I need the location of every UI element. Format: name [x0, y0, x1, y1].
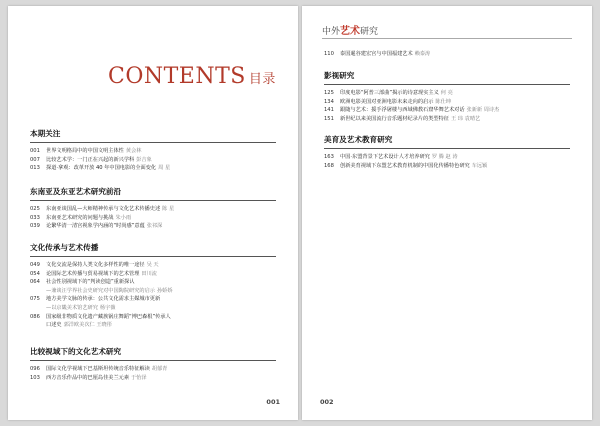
entry-title: 欧洲电影美国对亚洲电影未来走向的启示: [340, 98, 434, 105]
entry-page: 168: [324, 162, 334, 169]
entry-page: 075: [30, 296, 40, 303]
entry-subtitle: —兼谈汪学界社会史研究对中国陶院研究的启示: [46, 287, 155, 294]
toc-entry[interactable]: [324, 115, 570, 124]
entry-page: 039: [30, 223, 40, 230]
entry-title: 探道·拿观：改革开放 40 年中国电影的全面变化: [46, 165, 157, 172]
entry-title: 创新美育视域下东盟艺术教育机制的中国化传播特色研究: [340, 162, 470, 169]
entry-author: 何 亮: [440, 90, 453, 96]
toc-entry[interactable]: [30, 374, 276, 383]
page-number: 001: [266, 398, 280, 406]
contents-title-cn: 目录: [248, 72, 276, 87]
entry-author: 赖泰涛: [414, 51, 431, 57]
entry-author: 吴 天: [146, 262, 159, 268]
entry-title: 新世纪以来美国流行音乐题材纪录片的类型特征: [340, 115, 449, 122]
toc-entry[interactable]: [324, 162, 570, 171]
toc-section: [324, 70, 570, 123]
entry-author: 田川流: [141, 270, 157, 277]
entry-page: 007: [30, 156, 40, 163]
section-title: 本期关注: [30, 128, 276, 143]
journal-logo: [322, 22, 378, 37]
logo-accent: 艺术: [340, 26, 361, 37]
logo-prefix: 中外: [322, 27, 341, 37]
entry-author: 郭洋欧美次仁 王晓彤: [63, 322, 112, 329]
logo-suffix: 研究: [360, 27, 379, 37]
entry-author: 张新新 周诗杰: [466, 107, 500, 114]
toc-section: [30, 346, 276, 382]
entry-author: 胡郁青: [151, 366, 168, 372]
entry-page: 049: [30, 262, 40, 268]
contents-title: [108, 64, 276, 89]
entry-author: 王 玮 袁晴艺: [450, 115, 481, 122]
toc-entry[interactable]: [30, 164, 276, 173]
entry-title: 文化交流是保持人类文化多样性的唯一途径: [46, 262, 145, 268]
entry-page: 134: [324, 98, 334, 105]
section-title: 影视研究: [324, 70, 570, 85]
toc-section: [324, 50, 570, 59]
entry-title: 社会性别视域下的“判读创造”重新探认: [46, 279, 135, 286]
entry-author: 陈仕坤: [435, 98, 451, 105]
toc-entry[interactable]: [30, 295, 276, 304]
entry-page: 013: [30, 165, 40, 172]
entry-subtitle: —以京畿美术馆艺研究: [46, 304, 98, 311]
entry-page: 141: [324, 107, 334, 114]
entry-title: 论繁华清一清宫视象学内涵的“时尚感”意蕴: [46, 223, 145, 230]
toc-entry[interactable]: [30, 205, 276, 214]
entry-page: 096: [30, 366, 40, 372]
entry-author: 罗 腾 赵 涛: [431, 154, 458, 160]
toc-entry[interactable]: [324, 153, 570, 162]
entry-title: 论国际艺术传播与贸易视域下的艺术管理: [46, 270, 140, 277]
entry-title: 国际文化学视域下巴基斯坦传统音乐特征解读: [46, 366, 150, 372]
entry-page: 163: [324, 154, 334, 160]
toc-entry[interactable]: [30, 261, 276, 270]
entry-title: 跟随与艺术：援手浮屠楼与西域佛教石窟华舞艺术对话: [340, 107, 465, 114]
entry-page: 086: [30, 313, 40, 320]
toc-entry[interactable]: [324, 89, 570, 98]
toc-entry[interactable]: [324, 98, 570, 107]
entry-author: 黄会林: [125, 148, 142, 154]
section-title: 比较视域下的文化艺术研究: [30, 346, 276, 361]
entry-title: 国家级非物质文化遗产藏族锅庄舞蹈“博巴森根”传承人: [46, 313, 171, 320]
toc-section: [30, 242, 276, 330]
toc-entry[interactable]: [30, 365, 276, 374]
entry-title: 西方音乐作品中的巴厘岛佳美兰元素: [46, 374, 130, 381]
entry-title: 中国·东盟背景下艺术设计人才培养研究: [340, 154, 430, 160]
entry-page: 103: [30, 374, 40, 381]
entry-subtitle: 口述史: [46, 322, 62, 329]
entry-author: 周 星: [158, 165, 171, 172]
entry-title: 地方美学文脉的传承：公共文化需求主媒城市更新: [46, 296, 161, 303]
toc-entry[interactable]: [324, 106, 570, 115]
entry-author: 彭吉象: [136, 156, 152, 163]
entry-author: 朱小雨: [115, 214, 132, 221]
toc-entry-subtitle[interactable]: [30, 287, 276, 296]
entry-title: 世界文明格局中的中国文明主体性: [46, 148, 124, 154]
entry-page: 033: [30, 214, 40, 221]
toc-entry[interactable]: [30, 214, 276, 223]
entry-title: 泰国暹谷建宏宫与中国福建艺术: [340, 51, 413, 57]
toc-entry[interactable]: [30, 313, 276, 322]
toc-entry[interactable]: [30, 147, 276, 156]
toc-section: [30, 128, 276, 173]
left-page: [8, 6, 298, 420]
book-spread: [8, 6, 592, 420]
section-title: 东南亚及东亚艺术研究前沿: [30, 186, 276, 201]
entry-page: 110: [324, 51, 334, 57]
entry-page: 064: [30, 279, 40, 286]
entry-author: 张祁深: [146, 223, 163, 230]
toc-entry[interactable]: [324, 50, 570, 59]
section-title: 文化传承与艺术传播: [30, 242, 276, 257]
header-rule: [322, 38, 572, 39]
entry-author: 于怡泽: [131, 374, 147, 381]
entry-page: 125: [324, 90, 334, 96]
toc-entry[interactable]: [30, 278, 276, 287]
entry-page: 025: [30, 206, 40, 212]
entry-author: 孙娇娇: [156, 287, 173, 294]
toc-entry[interactable]: [30, 222, 276, 231]
entry-author: 杨宇薇: [99, 304, 116, 311]
entry-title: 印度电影“阿普三部曲”揭示的诗意现实主义: [340, 90, 439, 96]
toc-section: [30, 186, 276, 231]
entry-title: 比较艺术学：一门正在兴起的新兴学科: [46, 156, 135, 163]
entry-page: 151: [324, 115, 334, 122]
toc-section: [324, 134, 570, 170]
contents-title-latin: CONTENTS: [108, 64, 246, 89]
entry-page: 001: [30, 148, 40, 154]
entry-title: 东南亚谈国乱—大师精神传承与文化艺术传播史述: [46, 206, 161, 212]
toc-entry-subtitle[interactable]: [30, 321, 276, 330]
page-number: 002: [320, 398, 334, 406]
section-title: 美育及艺术教育研究: [324, 134, 570, 149]
toc-entry[interactable]: [30, 270, 276, 279]
toc-entry[interactable]: [30, 156, 276, 165]
entry-author: 陈 星: [162, 206, 175, 212]
right-page: [302, 6, 592, 420]
entry-author: 车远颖: [471, 162, 488, 169]
toc-entry-subtitle[interactable]: [30, 304, 276, 313]
entry-title: 东南亚艺术研究的问题与挑战: [46, 214, 114, 221]
entry-page: 054: [30, 270, 40, 277]
